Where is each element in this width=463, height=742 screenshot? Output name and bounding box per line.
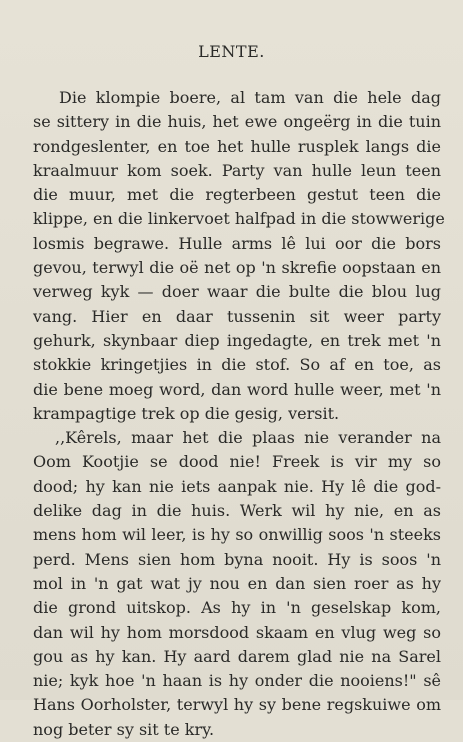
paragraph-1	[33, 86, 445, 426]
text-line: delike dag in die huis. Werk wil hy nie, en as	[33, 501, 441, 521]
text-line: Hans Oorholster, terwyl hy sy bene regskuiwe om	[33, 695, 441, 715]
text-line: gou as hy kan. Hy aard darem glad nie na Sarel	[33, 646, 441, 666]
text-line: perd. Mens sien hom byna nooit. Hy is soos 'n	[33, 549, 441, 569]
text-line: die grond uitskop. As hy in 'n geselskap kom,	[33, 598, 441, 618]
text-line: vang. Hier en daar tussenin sit weer party	[33, 306, 441, 326]
text-line: die bene moeg word, dan word hulle weer, met 'n	[33, 379, 441, 399]
text-line: klippe, en die linkervoet halfpad in die stowwerige	[33, 209, 445, 229]
text-line: dan wil hy hom morsdood skaam en vlug weg so	[33, 622, 441, 642]
text-line: Die klompie boere, al tam van die hele dag	[59, 88, 441, 107]
text-line: ,,Kêrels, maar het die plaas nie verander na	[55, 428, 441, 448]
text-line: kraalmuur kom soek. Party van hulle leun teen	[33, 160, 441, 180]
text-line: nie; kyk hoe 'n haan is hy onder die nooiens!" sê	[33, 671, 441, 691]
text-line: rondgeslenter, en toe het hulle rusplek langs die	[33, 136, 441, 156]
text-line: verweg kyk — doer waar die bulte die blou lug	[33, 282, 441, 302]
text-line: nog beter sy sit te kry.	[33, 719, 215, 739]
text-line: mens hom wil leer, is hy so onwillig soos 'n steeks	[33, 525, 441, 545]
page-body	[33, 86, 445, 742]
text-line: losmis begrawe. Hulle arms lê lui oor die bors	[33, 233, 441, 253]
text-line: gehurk, skynbaar diep ingedagte, en trek met 'n	[33, 330, 441, 350]
text-line: dood; hy kan nie iets aanpak nie. Hy lê die god-	[33, 476, 441, 496]
paragraph-2	[33, 426, 441, 742]
text-line: stokkie kringetjies in die stof. So af en toe, as	[33, 355, 441, 375]
text-line: krampagtige trek op die gesig, versit.	[33, 403, 340, 423]
text-line: gevou, terwyl die oë net op 'n skrefie oopstaan en	[33, 258, 441, 278]
text-line: die muur, met die regterbeen gestut teen die	[33, 185, 441, 205]
chapter-title: LENTE.	[198, 42, 265, 61]
text-line: mol in 'n gat wat jy nou en dan sien roer as hy	[33, 573, 441, 593]
text-line: se sittery in die huis, het ewe ongeërg in die tuin	[33, 112, 441, 132]
text-line: Oom Kootjie se dood nie! Freek is vir my so	[33, 452, 441, 472]
